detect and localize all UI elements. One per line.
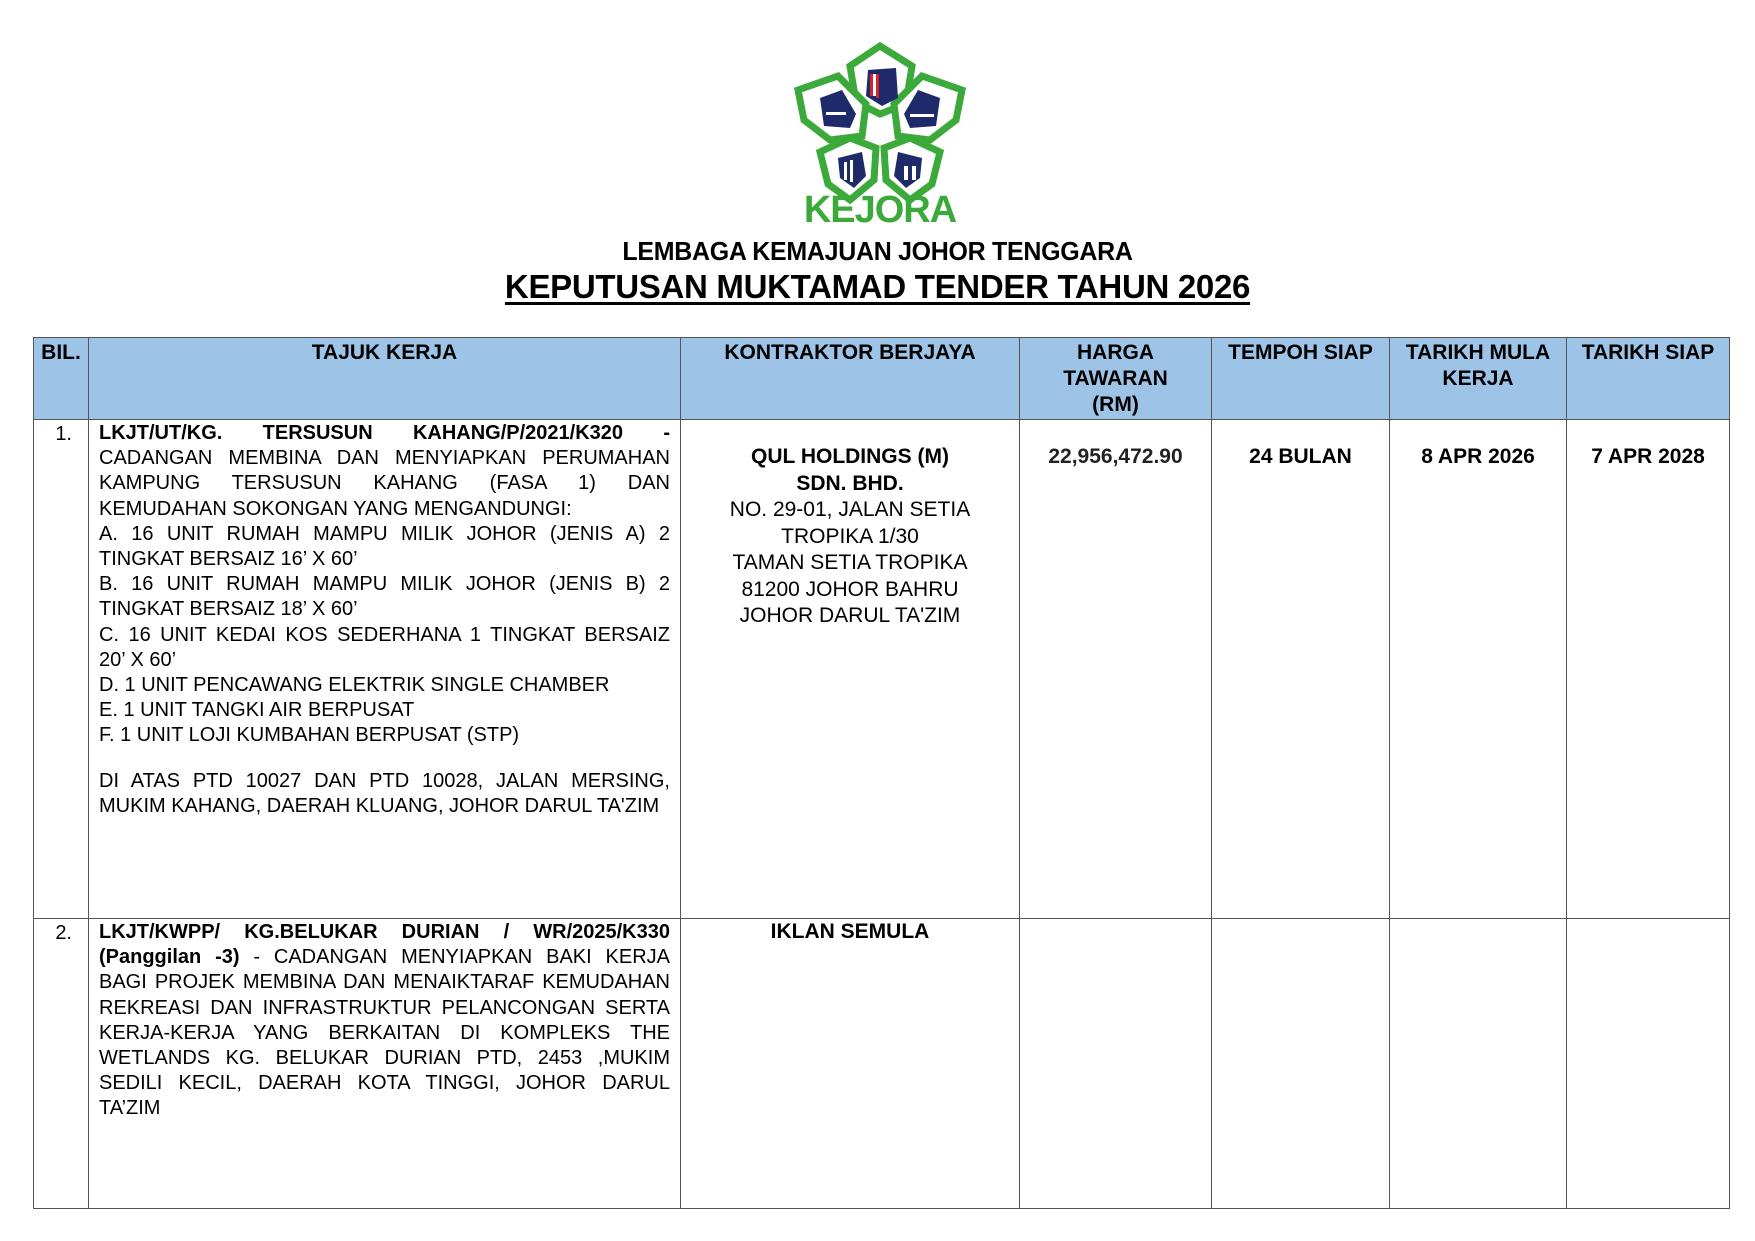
scope-item: B. 16 UNIT RUMAH MAMPU MILIK JOHOR (JENIS B) 2 TINGKAT BERSAIZ 18’ X 60’ (99, 573, 670, 621)
tender-location: DI ATAS PTD 10027 DAN PTD 10028, JALAN MERSING, MUKIM KAHANG, DAERAH KLUANG, JOHOR DARUL TA'ZIM (99, 769, 670, 817)
header-line: (RM) (1092, 393, 1139, 416)
cell-harga-tawaran (1020, 919, 1212, 1209)
cell-kontraktor-berjaya (681, 919, 1020, 1209)
scope-item: C. 16 UNIT KEDAI KOS SEDERHANA 1 TINGKAT BERSAIZ 20’ X 60’ (99, 623, 670, 671)
status-badge: IKLAN SEMULA (770, 920, 930, 943)
contractor-name: QUL HOLDINGS (M) (751, 445, 949, 468)
column-header-harga-tawaran (1020, 338, 1212, 420)
scope-item: A. 16 UNIT RUMAH MAMPU MILIK JOHOR (JENIS A) 2 TINGKAT BERSAIZ 16’ X 60’ (99, 522, 670, 571)
tender-title-text (99, 920, 670, 1122)
cell-bil: 1. (34, 420, 89, 919)
cell-tarikh-mula-kerja (1390, 919, 1567, 1209)
column-header-bil: BIL. (34, 338, 89, 420)
header-line: HARGA (1077, 341, 1154, 364)
header-line: TARIKH MULA (1405, 341, 1551, 364)
contractor-address-line: TAMAN SETIA TROPIKA (732, 551, 968, 574)
cell-tempoh-siap: 24 BULAN (1212, 420, 1390, 919)
cell-tarikh-siap: 7 APR 2028 (1567, 420, 1730, 919)
kejora-logo (790, 42, 970, 227)
tender-code: LKJT/UT/KG. TERSUSUN KAHANG/P/2021/K320 - (99, 422, 670, 444)
table-header-row (34, 338, 1730, 420)
scope-item: F. 1 UNIT LOJI KUMBAHAN BERPUSAT (STP) (99, 724, 520, 747)
contractor-name: SDN. BHD. (796, 471, 904, 495)
header-line: KERJA (1442, 367, 1514, 390)
cell-harga-tawaran: 22,956,472.90 (1020, 420, 1212, 919)
cell-tarikh-mula-kerja: 8 APR 2026 (1390, 420, 1567, 919)
table-row (34, 919, 1730, 1209)
contractor-address-line: TROPIKA 1/30 (781, 524, 919, 548)
table-row (34, 420, 1730, 919)
column-header-tarikh-siap: TARIKH SIAP (1567, 338, 1730, 420)
cell-kontraktor-berjaya (681, 420, 1020, 919)
document-title-text: KEPUTUSAN MUKTAMAD TENDER TAHUN 2026 (504, 268, 1251, 305)
header-line: TAWARAN (1063, 367, 1168, 390)
scope-item: D. 1 UNIT PENCAWANG ELEKTRIK SINGLE CHAMBER (99, 674, 610, 697)
cell-tarikh-siap (1567, 919, 1730, 1209)
spacer (99, 749, 670, 769)
column-header-kontraktor-berjaya: KONTRAKTOR BERJAYA (681, 338, 1020, 420)
cell-tajuk-kerja (89, 919, 681, 1209)
document-title (0, 268, 1755, 306)
column-header-tempoh-siap: TEMPOH SIAP (1212, 338, 1390, 420)
column-header-tajuk-kerja: TAJUK KERJA (89, 338, 681, 420)
cell-tajuk-kerja (89, 420, 681, 919)
logo-text: KEJORA (803, 189, 957, 227)
contractor-address-line: NO. 29-01, JALAN SETIA (729, 498, 971, 521)
cell-bil: 2. (34, 919, 89, 1209)
contractor-address-line: JOHOR DARUL TA'ZIM (739, 604, 961, 627)
tender-code: LKJT/KWPP/ KG.BELUKAR DURIAN / WR/2025/K330 (Panggilan -3) (99, 921, 670, 969)
tender-results-table (33, 337, 1730, 1209)
organization-name: LEMBAGA KEMAJUAN JOHOR TENGGARA (622, 236, 1133, 266)
cell-tempoh-siap (1212, 919, 1390, 1209)
scope-item: E. 1 UNIT TANGKI AIR BERPUSAT (99, 699, 415, 722)
tender-description: - CADANGAN MENYIAPKAN BAKI KERJA BAGI PROJEK MEMBINA DAN MENAIKTARAF KEMUDAHAN REKREASI DAN INFRASTRUKTUR PELANCONGAN SERTA KERJA-KERJA YANG BERKAITAN DI KOMPLEKS THE WETLANDS KG. BELUKAR DURIAN PTD, 2453 ,MUKIM SEDILI KECIL, DAERAH KOTA TINGGI, JOHOR DARUL TA’ZIM (99, 946, 670, 1120)
column-header-tarikh-mula-kerja (1390, 338, 1567, 420)
contractor-address-line: 81200 JOHOR BAHRU (741, 577, 959, 601)
tender-description: CADANGAN MEMBINA DAN MENYIAPKAN PERUMAHAN KAMPUNG TERSUSUN KAHANG (FASA 1) DAN KEMUDAHAN SOKONGAN YANG MENGANDUNGI: (99, 447, 670, 520)
kejora-flower-emblem-icon (790, 42, 970, 227)
